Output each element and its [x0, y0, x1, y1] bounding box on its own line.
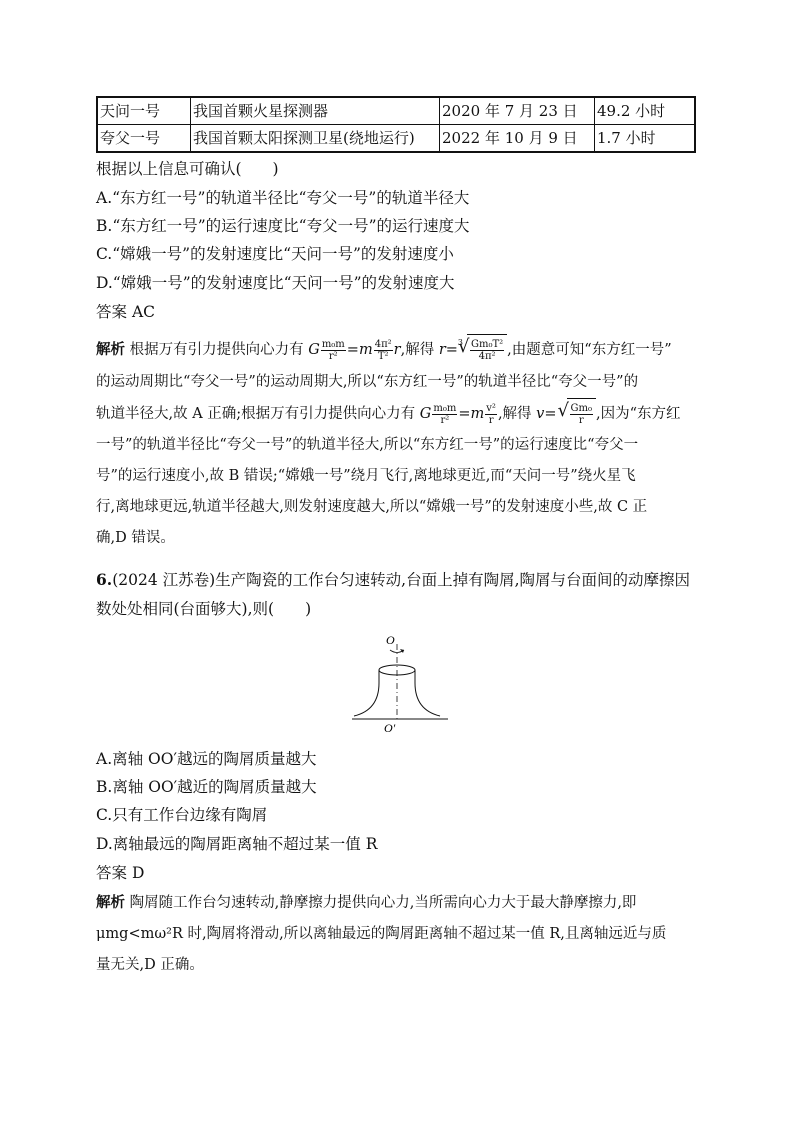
table-row [97, 97, 695, 125]
analysis-text: ,解得 [400, 342, 435, 358]
q6-answer [96, 862, 144, 884]
table-cell: 1.7 小时 [595, 125, 696, 153]
q5-option-d: D.“嫦娥一号”的发射速度比“天问一号”的发射速度大 [96, 274, 455, 292]
table-cell: 天问一号 [97, 97, 191, 125]
table-cell: 夸父一号 [97, 125, 191, 153]
q6-option-b: B.离轴 OO′越近的陶屑质量越大 [96, 778, 317, 796]
answer-label: 答案 [96, 303, 128, 321]
q5-option-c: C.“嫦娥一号”的发射速度比“天问一号”的发射速度小 [96, 245, 454, 263]
analysis-line: 行,离地球更远,轨道半径越大,则发射速度越大,所以“嫦娥一号”的发射速度小些,故 C 正 [96, 499, 648, 515]
turntable-figure [350, 628, 450, 738]
q5-answer [96, 301, 155, 323]
answer-label: 答案 [96, 864, 128, 882]
analysis-label: 解析 [96, 894, 125, 911]
analysis-line: 确,D 错误。 [96, 530, 175, 546]
analysis-text: ,由题意可知“东方红一号” [507, 342, 672, 358]
q6-analysis [96, 887, 700, 981]
table-cell: 2022 年 10 月 9 日 [440, 125, 595, 153]
q5-stem: 根据以上信息可确认( ) [96, 160, 279, 178]
axis-label-top: O [386, 633, 395, 647]
formula-root: √ $\frac{\text{Gm₀}}{r}$ [567, 398, 596, 430]
axis-label-bottom: O′ [384, 721, 396, 735]
answer-value: AC [131, 303, 156, 321]
spacecraft-table [96, 96, 696, 153]
analysis-line: 量无关,D 正确。 [96, 957, 204, 973]
analysis-text: ,解得 [497, 406, 532, 422]
table-cell: 2020 年 7 月 23 日 [440, 97, 595, 125]
q5-option-b: B.“东方红一号”的运行速度比“夸父一号”的运行速度大 [96, 217, 470, 235]
q6-option-a: A.离轴 OO′越远的陶屑质量越大 [96, 750, 317, 768]
analysis-text: 根据万有引力提供向心力有 [129, 342, 304, 358]
formula-fraction: $\frac{\text{m₀m}}{\text{r²}}$ [433, 402, 457, 426]
formula-fraction: $\frac{\text{4π²}}{\text{T²}}$ [374, 338, 392, 362]
formula-root: √ $\frac{\text{Gm₀T²}}{\text{4π²}}$ [467, 334, 507, 366]
analysis-text: 陶屑随工作台匀速转动,静摩擦力提供向心力,当所需向心力大于最大静摩擦力,即 [129, 895, 637, 911]
analysis-text: 轨道半径大,故 A 正确;根据万有引力提供向心力有 [96, 406, 416, 422]
analysis-text: ,因为“东方红 [596, 406, 681, 422]
q5-option-a: A.“东方红一号”的轨道半径比“夸父一号”的轨道半径大 [96, 189, 470, 207]
table-cell: 49.2 小时 [595, 97, 696, 125]
table-cell: 我国首颗太阳探测卫星(绕地运行) [191, 125, 440, 153]
formula-fraction: $\frac{\text{m₀m}}{\text{r²}}$ [321, 338, 345, 362]
analysis-line: μmg<mω²R 时,陶屑将滑动,所以离轴最远的陶屑距离轴不超过某一值 R,且离轴远近与质 [96, 926, 667, 942]
analysis-line: 的运动周期比“夸父一号”的运动周期大,所以“东方红一号”的轨道半径比“夸父一号”的 [96, 374, 639, 390]
q6-option-d: D.离轴最远的陶屑距离轴不超过某一值 R [96, 835, 378, 853]
q6-stem-text: (2024 江苏卷)生产陶瓷的工作台匀速转动,台面上掉有陶屑,陶屑与台面间的动摩擦因 [112, 571, 691, 589]
question-number: 6. [96, 570, 113, 589]
q6-option-c: C.只有工作台边缘有陶屑 [96, 806, 268, 824]
table-row [97, 125, 695, 153]
q5-analysis: 解析 根据万有引力提供向心力有 G $\frac{\text{m₀m}}{\text{r²}}$ =m $\frac{\text{4π²}}{\text{T²}}$ r,解得 r=$^3$ √ $\frac{\text{Gm₀T²}}{\text{4π²}}$ ,由题意可知“东方红一号” 的运动周期比“夸父一号”的运动周期大,所以“东方红一号”的轨道半径比“夸父一号”的 轨道半径大,故 A 正确;根据万有引力提供向心力有 G $\frac{\text{m₀m}}{\text{r²}}$ =m $\frac{\text{v²}}{r}$ ,解得 v= √ $\frac{\text{Gm₀}}{r}$ ,因为“东方红 一号”的轨道半径比“夸父一号”的轨道半径大,所以“东方红一号”的运行速度比“夸父一 号”的运行速度小,故 B 错误;“嫦娥一号”绕月飞行,离地球更近,而“天问一号”绕火星飞 行,离地球更远,轨道半径越大,则发射速度越大,所以“嫦娥一号”的发射速度小些,故 C 正 确,D 错误。 [96, 334, 700, 554]
analysis-line: 一号”的轨道半径比“夸父一号”的轨道半径大,所以“东方红一号”的运行速度比“夸父一 [96, 437, 639, 453]
analysis-line: 号”的运行速度小,故 B 错误;“嫦娥一号”绕月飞行,离地球更近,而“天问一号”绕火星飞 [96, 468, 636, 484]
table-cell: 我国首颗火星探测器 [191, 97, 440, 125]
q6-stem-line2: 数处处相同(台面够大),则( ) [96, 600, 312, 618]
answer-value: D [131, 864, 145, 882]
analysis-label: 解析 [96, 341, 125, 358]
formula-fraction: $\frac{\text{v²}}{r}$ [486, 402, 496, 426]
q6-stem-line1 [96, 569, 690, 591]
